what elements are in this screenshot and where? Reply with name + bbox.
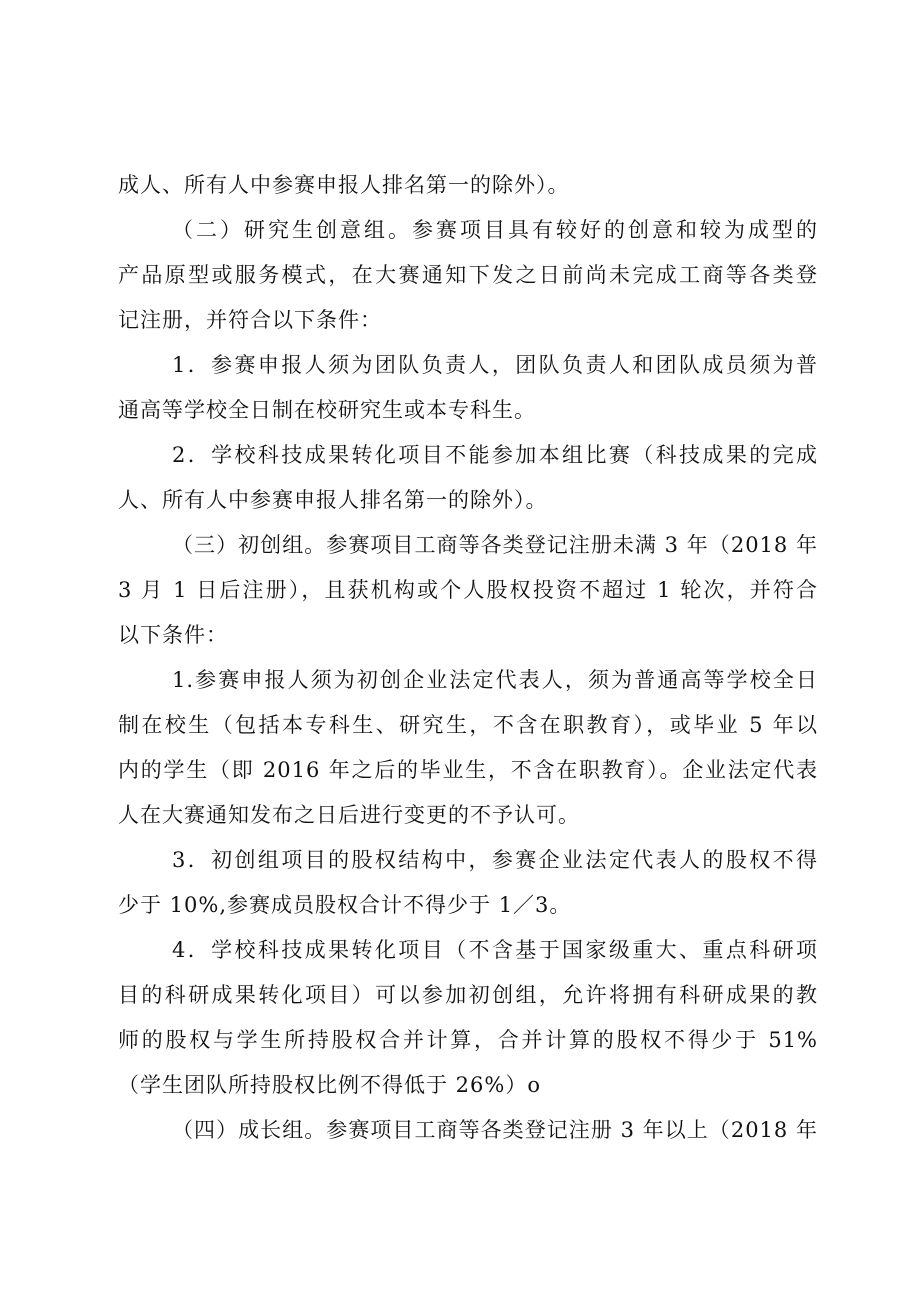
text-line: 少于 10%,参赛成员股权合计不得少于 1／3。 bbox=[118, 893, 572, 917]
list-item-2: 2．学校科技成果转化项目不能参加本组比赛（科技成果的完成 bbox=[172, 443, 818, 467]
text-line: 师的股权与学生所持股权合并计算，合并计算的股权不得少于 51% bbox=[118, 1028, 818, 1052]
text-line: 3 月 1 日后注册），且获机构或个人股权投资不超过 1 轮次，并符合 bbox=[118, 578, 818, 602]
paragraph-heading-growth-group: （四）成长组。参赛项目工商等各类登记注册 3 年以上（2018 年 bbox=[172, 1118, 818, 1142]
text-line: 以下条件： bbox=[118, 623, 228, 647]
text-line: 目的科研成果转化项目）可以参加初创组，允许将拥有科研成果的教 bbox=[118, 983, 818, 1007]
list-item-3: 3．初创组项目的股权结构中，参赛企业法定代表人的股权不得 bbox=[172, 848, 818, 872]
list-item-1: 1．参赛申报人须为团队负责人，团队负责人和团队成员须为普 bbox=[172, 353, 818, 377]
list-item-1: 1.参赛申报人须为初创企业法定代表人，须为普通高等学校全日 bbox=[172, 668, 818, 692]
list-item-4: 4．学校科技成果转化项目（不含基于国家级重大、重点科研项 bbox=[172, 938, 818, 962]
paragraph-heading-startup-group: （三）初创组。参赛项目工商等各类登记注册未满 3 年（2018 年 bbox=[172, 533, 818, 557]
text-line: （学生团队所持股权比例不得低于 26%）o bbox=[118, 1073, 541, 1097]
text-line: 人、所有人中参赛申报人排名第一的除外）。 bbox=[118, 488, 548, 512]
text-line: 记注册，并符合以下条件： bbox=[118, 308, 382, 332]
paragraph-heading-graduate-creative-group: （二）研究生创意组。参赛项目具有较好的创意和较为成型的 bbox=[172, 218, 818, 242]
text-line: 制在校生（包括本专科生、研究生，不含在职教育），或毕业 5 年以 bbox=[118, 713, 818, 737]
text-line: 人在大赛通知发布之日后进行变更的不予认可。 bbox=[118, 803, 580, 827]
text-line: 产品原型或服务模式，在大赛通知下发之日前尚未完成工商等各类登 bbox=[118, 263, 818, 287]
text-line: 通高等学校全日制在校研究生或本专科生。 bbox=[118, 398, 536, 422]
text-line: 内的学生（即 2016 年之后的毕业生，不含在职教育）。企业法定代表 bbox=[118, 758, 818, 782]
document-body bbox=[118, 163, 818, 1153]
text-line: 成人、所有人中参赛申报人排名第一的除外）。 bbox=[118, 173, 570, 197]
